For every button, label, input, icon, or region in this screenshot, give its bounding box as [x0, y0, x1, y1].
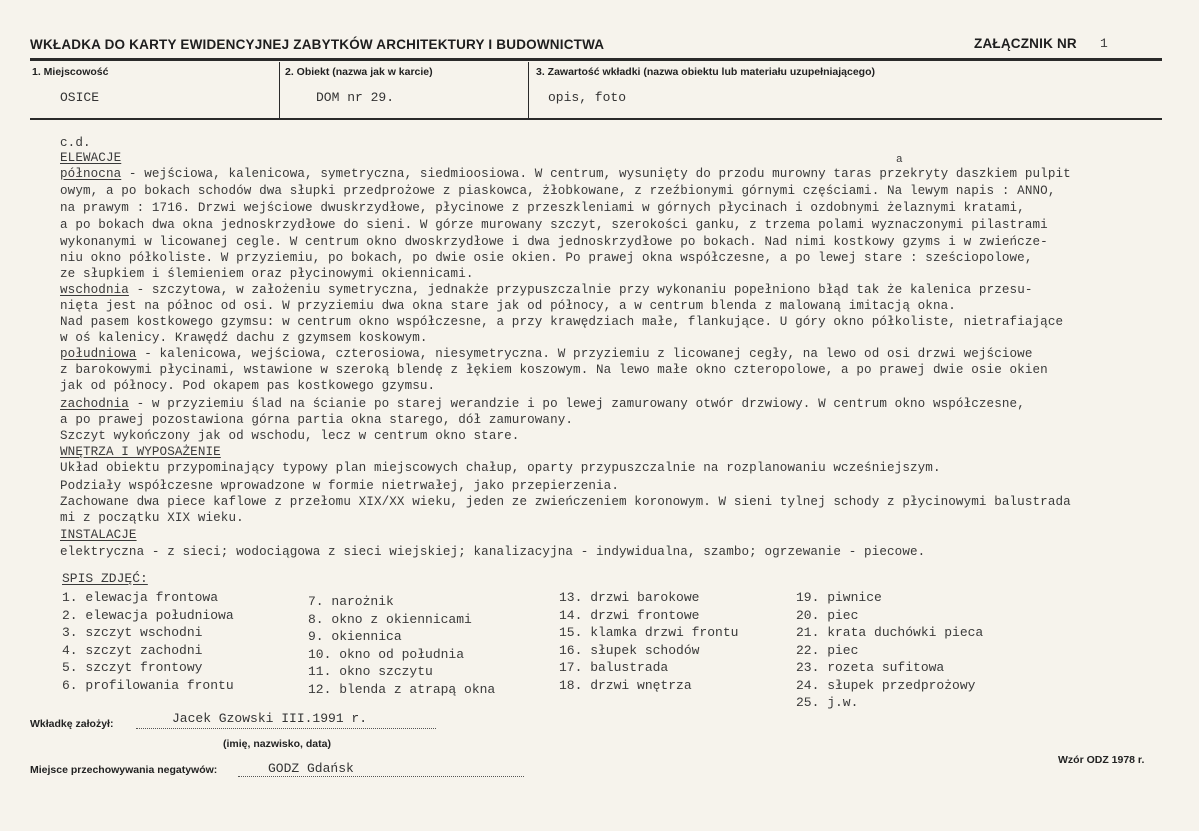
side-label-east: wschodnia — [60, 283, 129, 297]
text-line: mi z początku XIX wieku. — [60, 511, 244, 525]
text-line: niu okno półkoliste. W przyziemiu, po bokach, po dwie osie okien. Po prawej okna współczesne, a po lewej stare : sześciopolowe, — [60, 251, 1033, 265]
photo-item: 15. klamka drzwi frontu — [559, 625, 739, 640]
photo-item: 9. okiennica — [308, 629, 402, 644]
photo-item: 25. j.w. — [796, 695, 859, 710]
text-line: - szczytowa, w założeniu symetryczna, jednakże przypuszczalnie przy wykonaniu popełniono błąd tak że kalenica przesu- — [128, 283, 1033, 297]
field-1-value: OSICE — [60, 90, 100, 105]
annex-label: ZAŁĄCZNIK NR — [974, 36, 1077, 51]
section-heading-elevations: ELEWACJE — [60, 151, 122, 165]
photo-item: 18. drzwi wnętrza — [559, 677, 692, 693]
section-heading-installations: INSTALACJE — [60, 528, 137, 542]
storage-dotted-line — [238, 776, 524, 777]
photo-item: 11. okno szczytu — [308, 664, 433, 679]
photo-item: 22. piec — [796, 642, 859, 658]
text-line: Nad pasem kostkowego gzymsu: w centrum okno współczesne, a przy krawędziach małe, flankujące. U góry okno półkoliste, nietrafiające — [60, 315, 1064, 329]
text-line: Zachowane dwa piece kaflowe z przełomu XIX/XX wieku, jeden ze zwieńczeniem koronowym. W sieni tylnej schody z płycinowymi balustrada — [60, 495, 1071, 509]
photo-item: 7. narożnik — [308, 594, 394, 609]
photo-item: 1. elewacja frontowa — [62, 590, 219, 605]
photo-column-1 — [62, 589, 234, 694]
text-line: owym, a po bokach schodów dwa słupki przedprożowe z piaskowca, żłobkowane, z rzeźbionymi górnymi częściami. Na lewym napis : ANNO, — [60, 184, 1056, 198]
author-dotted-line — [136, 728, 436, 729]
photo-item: 23. rozeta sufitowa — [796, 660, 945, 675]
text-line — [60, 347, 1033, 361]
photo-item: 5. szczyt frontowy — [62, 660, 203, 675]
text-line: jak od północy. Pod okapem pas kostkowego gzymsu. — [60, 379, 436, 393]
field-3-label: 3. Zawartość wkładki (nazwa obiektu lub materiału uzupełniającego) — [536, 66, 875, 78]
photo-item: 17. balustrada — [559, 660, 669, 675]
form-title: WKŁADKA DO KARTY EWIDENCYJNEJ ZABYTKÓW ARCHITEKTURY I BUDOWNICTWA — [30, 37, 605, 52]
text-line: nięta jest na północ od osi. W przyziemiu dwa okna stare jak od północy, a w centrum blenda z malowaną imitacją okna. — [60, 299, 956, 313]
photo-item: 21. krata duchówki pieca — [796, 625, 984, 640]
photo-item: 10. okno od południa — [308, 646, 465, 662]
text-line: w oś kalenicy. Krawędź dachu z gzymsem koskowym. — [60, 331, 428, 345]
photo-item: 3. szczyt wschodni — [62, 625, 203, 640]
text-line — [60, 283, 1033, 297]
text-line: Szczyt wykończony jak od wschodu, lecz w centrum okno stare. — [60, 429, 520, 443]
photo-item: 24. słupek przedprożowy — [796, 677, 976, 693]
photo-item: 14. drzwi frontowe — [559, 607, 700, 623]
photo-item: 12. blenda z atrapą okna — [308, 681, 496, 697]
text-line: wykonanymi w licowanej cegle. W centrum okno dwoskrzydłowe i dwa jednoskrzydłowe po bokach. Nad nimi kostkowy gzyms i w zwieńcze- — [60, 235, 1048, 249]
field-divider-1 — [279, 62, 280, 118]
photo-item: 4. szczyt zachodni — [62, 642, 203, 658]
handwritten-insert: a — [896, 154, 903, 166]
text-line: Podziały współczesne wprowadzone w formie nietrwałej, jako przepierzenia. — [60, 479, 619, 493]
header-rule — [30, 58, 1162, 61]
section-heading-interiors: WNĘTRZA I WYPOSAŻENIE — [60, 445, 221, 459]
author-hint: (imię, nazwisko, data) — [223, 738, 331, 750]
annex-number: 1 — [1100, 36, 1108, 51]
text-line: elektryczna - z sieci; wodociągowa z sieci wiejskiej; kanalizacyjna - indywidualna, szambo; ogrzewanie - piecowe. — [60, 545, 926, 559]
text-line: na prawym : 1716. Drzwi wejściowe dwuskrzydłowe, płycinowe z przeszkleniami w górnych płycinach i ozdobnymi żelaznymi kratami, — [60, 201, 1025, 215]
author-label: Wkładkę założył: — [30, 718, 114, 730]
form-model: Wzór ODZ 1978 r. — [1058, 754, 1145, 766]
side-label-north: północna — [60, 167, 122, 181]
side-label-west: zachodnia — [60, 397, 129, 411]
author-value: Jacek Gzowski III.1991 r. — [172, 711, 368, 726]
text-line: ze słupkiem i ślemieniem oraz płycinowymi okiennicami. — [60, 267, 474, 281]
photo-column-3 — [559, 589, 738, 694]
text-line: z barokowymi płycinami, wstawione w szeroką blendę z łękiem koszowym. Na lewo małe okno czteropolowe, a po prawej dwie osie okien — [60, 363, 1048, 377]
text-line: Układ obiektu przypominający typowy plan miejscowych chałup, oparty przypuszczalnie na rozplanowaniu wcześniejszym. — [60, 461, 941, 475]
photo-column-4 — [796, 589, 983, 712]
text-line: - w przyziemiu ślad na ścianie po starej werandzie i po lewej zamurowany otwór drzwiowy. W centrum okno współczesne, — [128, 397, 1025, 411]
side-label-south: południowa — [60, 347, 137, 361]
photo-column-2 — [308, 593, 495, 698]
storage-value: GODZ Gdańsk — [268, 761, 354, 776]
field-divider-2 — [528, 62, 529, 118]
text-line — [60, 167, 1071, 181]
field-1-label: 1. Miejscowość — [32, 66, 109, 78]
text-line: - kalenicowa, wejściowa, czterosiowa, niesymetryczna. W przyziemiu z licowanej cegły, na lewo od osi drzwi wejściowe — [136, 347, 1033, 361]
field-rule — [30, 118, 1162, 120]
field-2-label: 2. Obiekt (nazwa jak w karcie) — [285, 66, 433, 78]
field-2-value: DOM nr 29. — [316, 90, 395, 105]
text-line — [60, 397, 1025, 411]
photo-item: 13. drzwi barokowe — [559, 590, 700, 605]
storage-label: Miejsce przechowywania negatywów: — [30, 764, 218, 776]
photo-item: 2. elewacja południowa — [62, 607, 234, 623]
field-3-value: opis, foto — [548, 90, 627, 105]
continuation-mark: c.d. — [60, 136, 91, 150]
photo-item: 6. profilowania frontu — [62, 677, 234, 693]
photo-item: 19. piwnice — [796, 590, 882, 605]
photo-list-heading: SPIS ZDJĘĆ: — [62, 571, 148, 586]
text-line: - wejściowa, kalenicowa, symetryczna, siedmioosiowa. W centrum, wysunięty do przodu murowny taras przekryty daszkiem pulpit — [121, 167, 1071, 181]
text-line: a po bokach dwa okna jednoskrzydłowe do sieni. W górze murowany szczyt, szerokości ganku, z trzema polami wyznaczonymi pilastrami — [60, 218, 1048, 232]
text-line: a po prawej pozostawiona górna partia okna starego, dół zamurowany. — [60, 413, 574, 427]
photo-item: 20. piec — [796, 607, 859, 623]
photo-item: 8. okno z okiennicami — [308, 611, 472, 627]
photo-item: 16. słupek schodów — [559, 642, 700, 658]
